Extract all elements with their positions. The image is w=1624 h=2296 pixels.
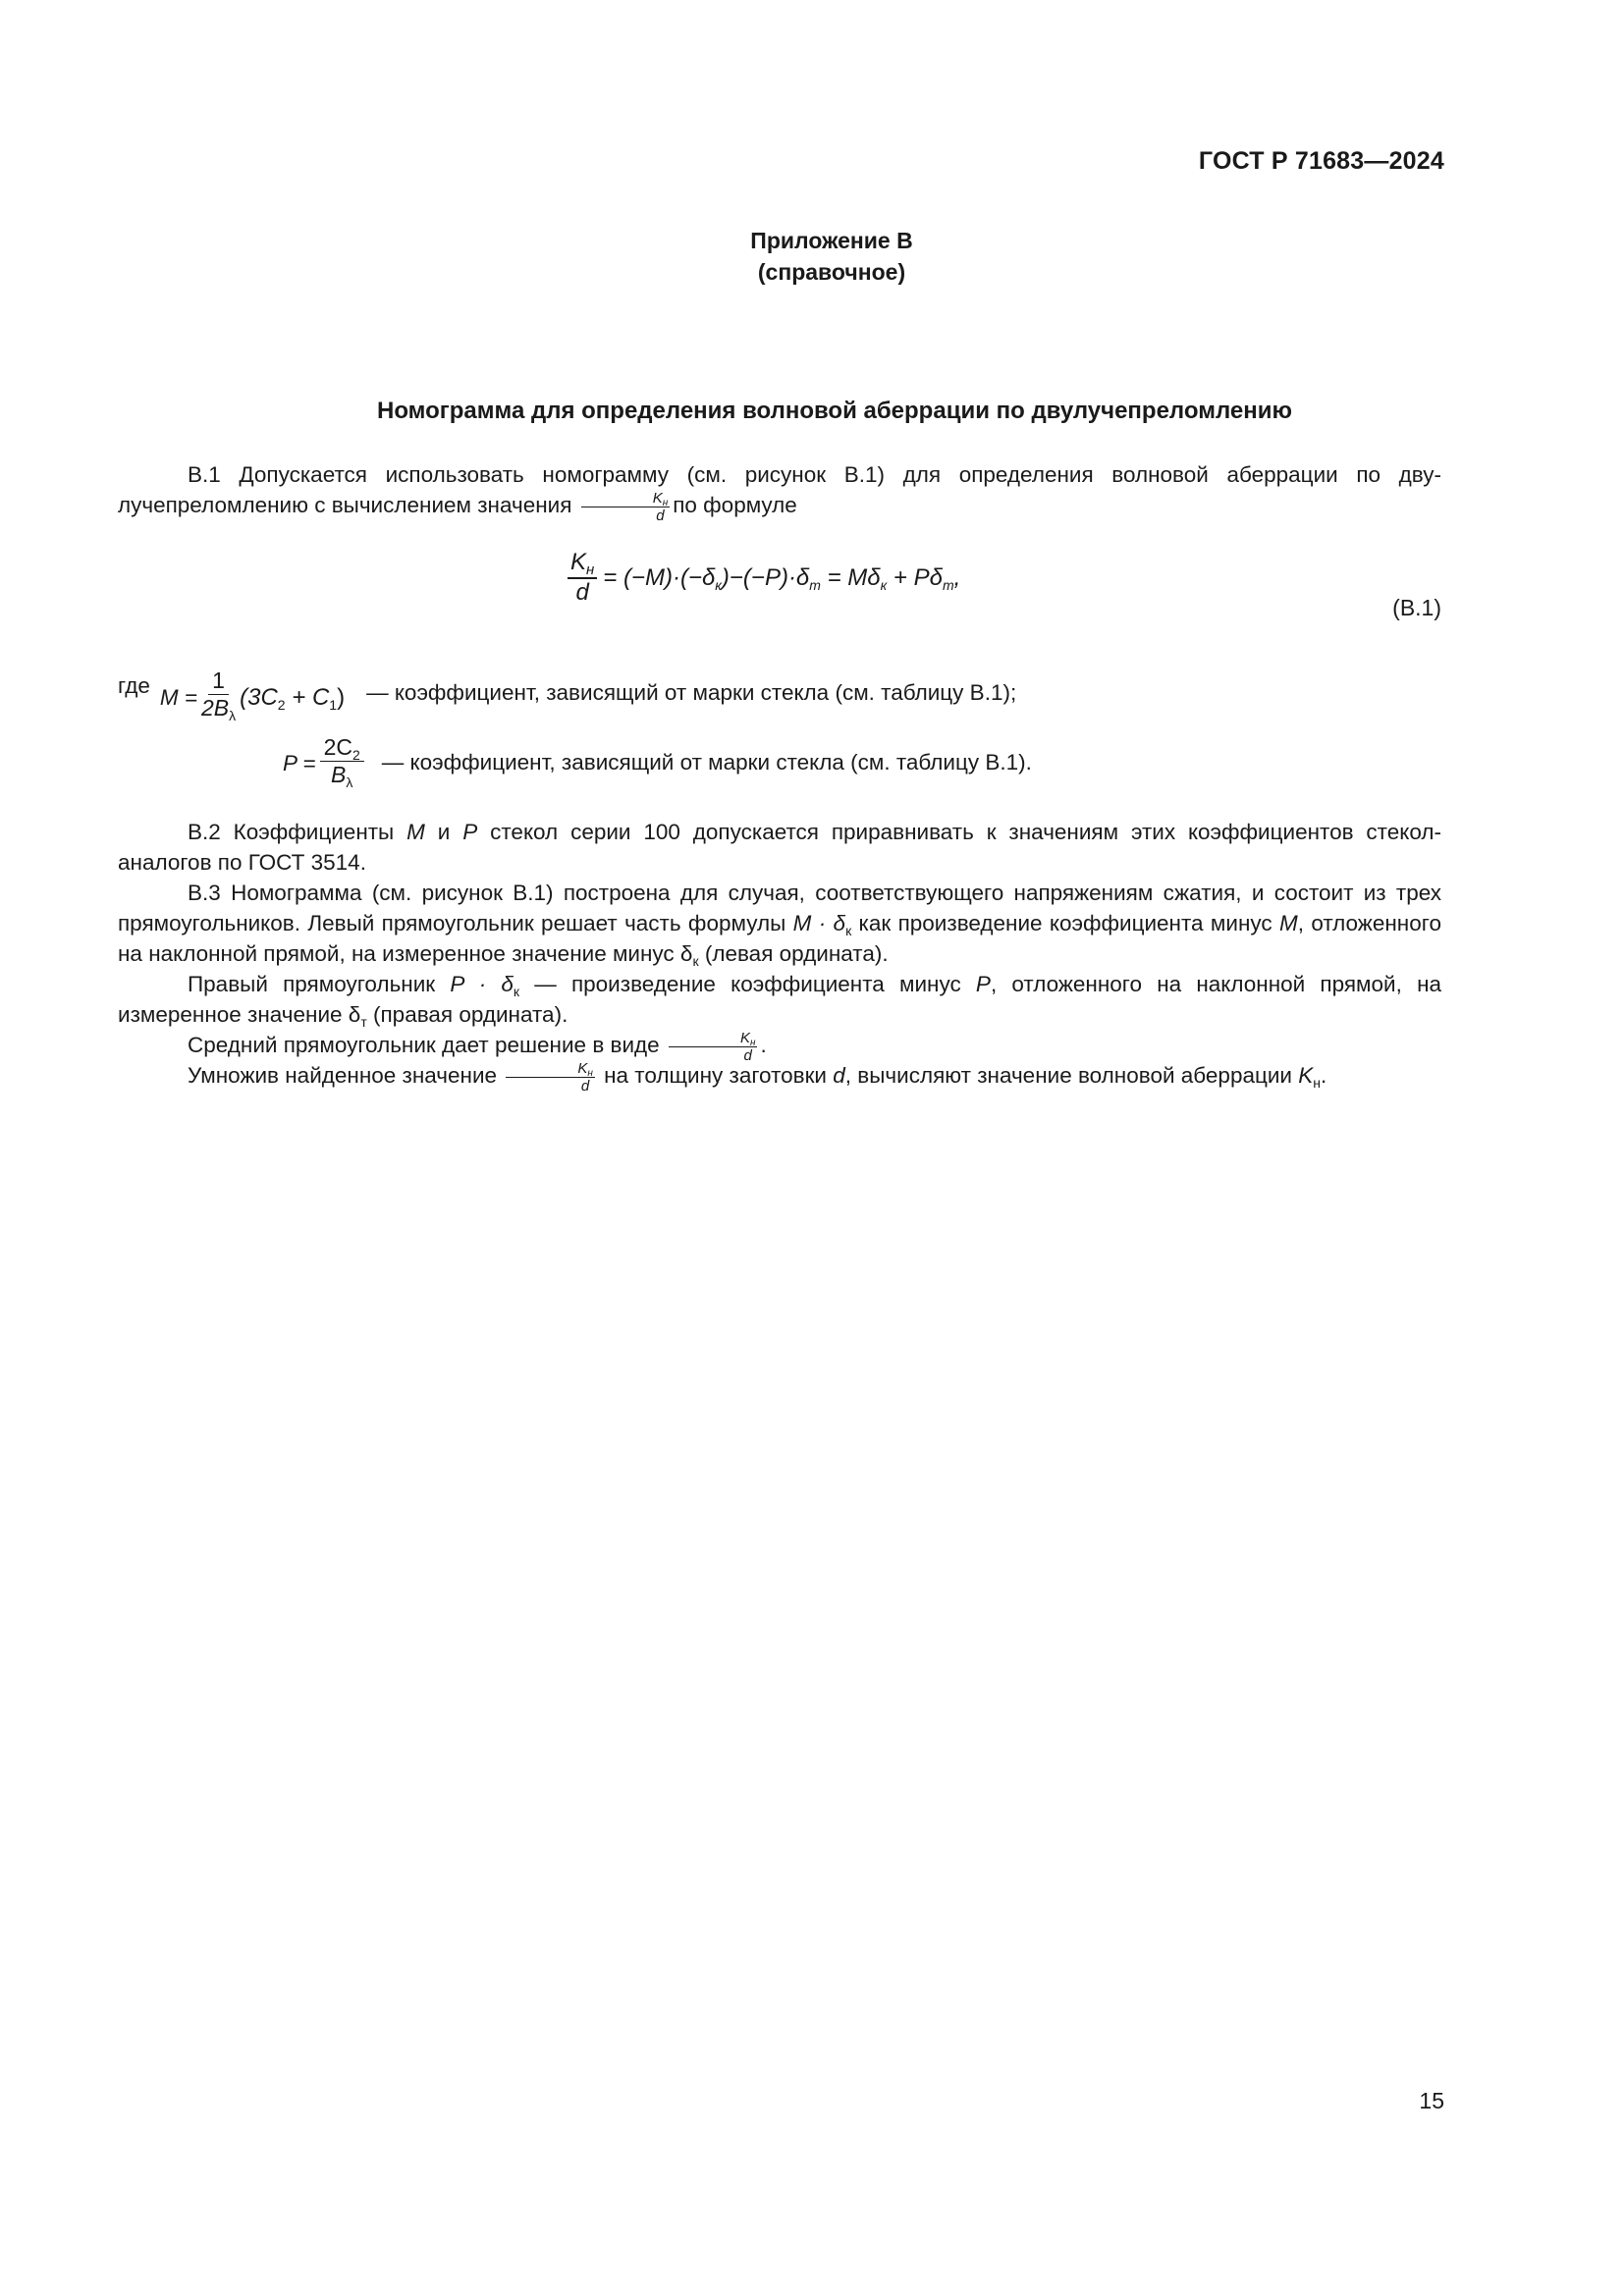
p-description: — коэффициент, зависящий от марки стекла (см. таблицу В.1). — [381, 750, 1032, 775]
formula-lhs-fraction: $\frac{K_н}{d}$ — [568, 550, 597, 607]
appendix-title: Приложение В — [750, 228, 913, 253]
where-label: где — [118, 673, 150, 699]
page-number: 15 — [1419, 2088, 1444, 2113]
formula-rhs: = $(-M)\cdot(-\delta_к)-(-P)\cdot\delta_т = M\delta_к + P\delta_т$, — [603, 563, 961, 593]
appendix-heading — [0, 225, 1624, 288]
appendix-subtitle: (справочное) — [757, 259, 906, 285]
fraction-kn-over-d: $\frac{K_н}{d}$ — [581, 491, 671, 523]
paragraph-right-rectangle: Правый прямоугольник $P \cdot \delta_к$ — произведение коэффициента минус P, отложенного на наклонной прямой, на измеренное значение $\delta_т$ (правая ордината). — [118, 972, 1442, 1030]
equation-number: (В.1) — [1392, 595, 1441, 620]
section-title: Номограмма для определения волновой аберрации по двулучепреломлению — [377, 398, 1292, 424]
m-expression: $(3C_2 + C_1)$ — [240, 684, 346, 714]
fraction-kn-over-d: $\frac{K_н}{d}$ — [506, 1061, 595, 1094]
m-fraction: $\frac{1}{2B_\lambda}$ — [200, 667, 237, 724]
b1-text: В.1 Допускается использовать номограмму (см. рисунок В.1) для определения волновой аберрации по дву-лучепреломлению с вычислением значения — [118, 462, 1441, 517]
b1-text-after: по формуле — [673, 493, 797, 517]
p-fraction: $\frac{2C_2}{B_\lambda}$ — [320, 734, 364, 789]
document-code: ГОСТ Р 71683—2024 — [1198, 147, 1444, 175]
paragraph-middle-rectangle: Средний прямоугольник дает решение в виде $\frac{K_н}{d}$ . — [188, 1029, 767, 1064]
paragraph-b2: В.2 Коэффициенты M и P стекол серии 100 допускается приравнивать к значениям этих коэффициентов стекол-аналогов по ГОСТ 3514. — [118, 820, 1441, 875]
paragraph-b1 — [118, 459, 1441, 523]
definition-m: где M = $\frac{1}{2B_\lambda}$ $(3C_2 + C_1)$ — коэффициент, зависящий от марки стекла (см. таблицу В.1); — [118, 667, 1017, 724]
paragraph-multiply: Умножив найденное значение $\frac{K_н}{d}$ на толщину заготовки d, вычисляют значение волновой аберрации $K_н$. — [188, 1059, 1327, 1095]
definition-p: P = $\frac{2C_2}{B_\lambda}$ — коэффициент, зависящий от марки стекла (см. таблицу В.1). — [283, 734, 1032, 791]
m-description: — коэффициент, зависящий от марки стекла (см. таблицу В.1); — [366, 680, 1017, 706]
paragraph-b3: В.3 Номограмма (см. рисунок В.1) построена для случая, соответствующего напряжениям сжатия, и состоит из трех прямоугольников. Левый прямоугольник решает часть формулы $M \cdot \delta_к$ как произведение коэффициента минус M, отложенного на наклонной прямой, на измеренное значение минус $\delta_к$ (левая ордината). — [118, 881, 1441, 969]
fraction-kn-over-d: $\frac{K_н}{d}$ — [669, 1031, 758, 1063]
formula-b1 — [568, 550, 960, 607]
